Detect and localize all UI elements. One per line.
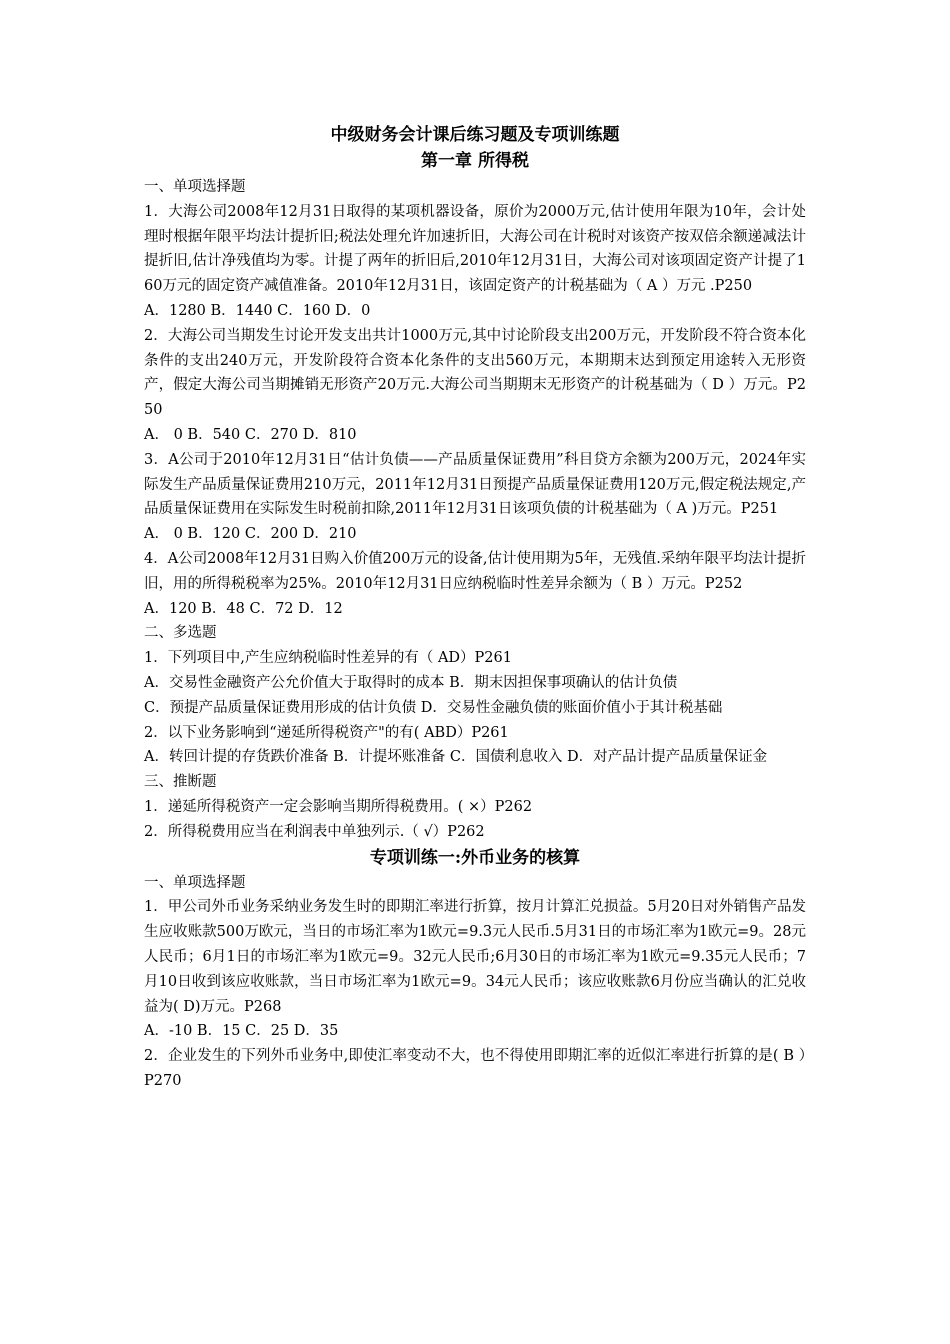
- question-4: 4．A公司2008年12月31日购入价值200万元的设备,估计使用期为5年，无残值.采纳年限平均法计提折旧，用的所得税税率为25%。2010年12月31日应纳税临时性差异余额为（ B ）万元。P252: [144, 550, 806, 592]
- question-2-options: A． 0 B．540 C．270 D．810: [144, 426, 357, 443]
- document-title: 中级财务会计课后练习题及专项训练题: [330, 125, 620, 145]
- question-4-options: A．120 B．48 C．72 D．12: [144, 600, 343, 617]
- chapter-title: 第一章 所得税: [421, 151, 529, 171]
- multi-question-2: 2．以下业务影响到“递延所得税资产"的有( ABD）P261: [144, 724, 509, 741]
- multi-question-2-options: A．转回计提的存货跌价准备 B．计提坏账准备 C．国债利息收入 D．对产品计提产品质量保证金: [144, 749, 768, 766]
- question-2: 2．大海公司当期发生讨论开发支出共计1000万元,其中讨论阶段支出200万元，开发阶段不符合资本化条件的支出240万元，开发阶段符合资本化条件的支出560万元，本期期末达到预定用途转入无形资产，假定大海公司当期摊销无形资产20万元.大海公司当期期末无形资产的计税基础为（ D ）万元。P250: [144, 327, 806, 419]
- question-1-options: A．1280 B．1440 C．160 D．0: [144, 302, 371, 319]
- section-heading-judgement: 三、推断题: [144, 774, 217, 791]
- judge-question-1: 1．递延所得税资产一定会影响当期所得税费用。( ×）P262: [144, 798, 533, 815]
- training-question-1: 1．甲公司外币业务采纳业务发生时的即期汇率进行折算，按月计算汇兑损益。5月20日对外销售产品发生应收账款500万欧元，当日的市场汇率为1欧元=9.3元人民币.5月31日的市场汇率为1欧元=9。28元人民币；6月1日的市场汇率为1欧元=9。32元人民币;6月30日的市场汇率为1欧元=9.35元人民币；7月10日收到该应收账款，当日市场汇率为1欧元=9。34元人民币；该应收账款6月份应当确认的汇兑收益为( D)万元。P268: [144, 899, 806, 1015]
- multi-question-1-options-cd: C．预提产品质量保证费用形成的估计负债 D．交易性金融负债的账面价值小于其计税基础: [144, 699, 723, 716]
- multi-question-1-options-ab: A．交易性金融资产公允价值大于取得时的成本 B．期末因担保事项确认的估计负债: [144, 674, 678, 691]
- training-question-2: 2．企业发生的下列外币业务中,即使汇率变动不大，也不得使用即期汇率的近似汇率进行折算的是( B ）P270: [144, 1048, 806, 1089]
- training-heading-single-choice: 一、单项选择题: [144, 874, 246, 891]
- section-heading-single-choice: 一、单项选择题: [144, 179, 246, 195]
- question-3: 3．A公司于2010年12月31日“估计负债——产品质量保证费用”科目贷方余额为200万元，2024年实际发生产品质量保证费用210万元，2011年12月31日预提产品质量保证费用120万元,假定税法规定,产品质量保证费用在实际发生时税前扣除,2011年12月31日该项负债的计税基础为（ A )万元。P251: [144, 451, 806, 518]
- judge-question-2: 2．所得税费用应当在利润表中单独列示.（ √）P262: [144, 823, 485, 840]
- training-section-title: 专项训练一:外币业务的核算: [369, 847, 581, 868]
- question-3-options: A． 0 B．120 C．200 D．210: [144, 526, 357, 543]
- question-1: 1．大海公司2008年12月31日取得的某项机器设备，原价为2000万元,估计使用年限为10年，会计处理时根据年限平均法计提折旧;税法处理允许加速折旧，大海公司在计税时对该资产按双倍余额递减法计提折旧,估计净残值均为零。计提了两年的折旧后,2010年12月31日，大海公司对该项固定资产计提了160万元的固定资产减值准备。2010年12月31日，该固定资产的计税基础为（ A ）万元 .P250: [144, 203, 806, 295]
- training-question-1-options: A．-10 B．15 C．25 D．35: [144, 1023, 339, 1040]
- section-heading-multiple-choice: 二、多选题: [144, 625, 217, 642]
- multi-question-1: 1．下列项目中,产生应纳税临时性差异的有（ AD）P261: [144, 650, 512, 667]
